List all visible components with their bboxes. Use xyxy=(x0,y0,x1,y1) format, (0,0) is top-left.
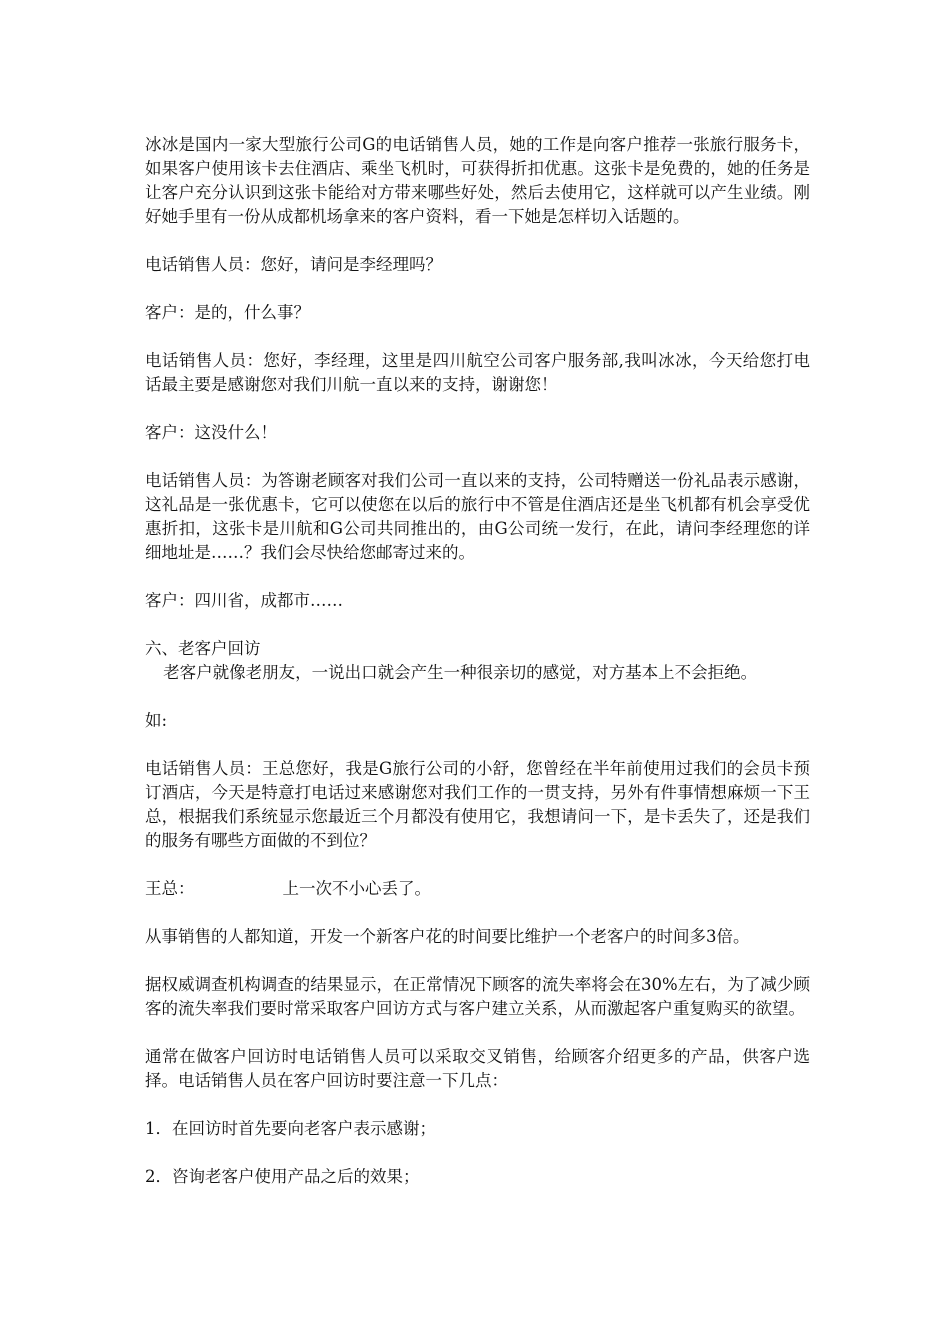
example-label: 如: xyxy=(145,711,168,730)
dialog-line: 客户：这没什么！ xyxy=(145,423,277,442)
document-body xyxy=(145,133,810,1213)
reply-text: 上一次不小心丢了。 xyxy=(282,879,431,898)
dialog-line: 电话销售人员：王总您好，我是G旅行公司的小舒，您曾经在半年前使用过我们的会员卡预订酒店，今天是特意打电话过来感谢您对我们工作的一贯支持，另外有件事情想麻烦一下王总，根据我们系统显示您最近三个月都没有使用它，我想请问一下，是卡丢失了，还是我们的服务有哪些方面做的不到位？ xyxy=(145,759,810,850)
list-item: 1．在回访时首先要向老客户表示感谢； xyxy=(145,1119,436,1138)
body-paragraph: 据权威调查机构调查的结果显示，在正常情况下顾客的流失率将会在30%左右，为了减少顾客的流失率我们要时常采取客户回访方式与客户建立关系，从而激起客户重复购买的欲望。 xyxy=(145,975,810,1018)
dialog-line: 客户：是的，什么事？ xyxy=(145,303,310,322)
list-item: 2．咨询老客户使用产品之后的效果； xyxy=(145,1167,420,1186)
dialog-line: 电话销售人员：为答谢老顾客对我们公司一直以来的支持，公司特赠送一份礼品表示感谢，这礼品是一张优惠卡，它可以使您在以后的旅行中不管是住酒店还是坐飞机都有机会享受优惠折扣，这张卡是川航和G公司共同推出的，由G公司统一发行，在此，请问李经理您的详细地址是……？我们会尽快给您邮寄过来的。 xyxy=(145,471,810,562)
body-paragraph: 通常在做客户回访时电话销售人员可以采取交叉销售，给顾客介绍更多的产品，供客户选择。电话销售人员在客户回访时要注意一下几点： xyxy=(145,1047,810,1090)
section-intro: 老客户就像老朋友，一说出口就会产生一种很亲切的感觉，对方基本上不会拒绝。 xyxy=(163,663,758,682)
body-paragraph: 从事销售的人都知道，开发一个新客户花的时间要比维护一个老客户的时间多3倍。 xyxy=(145,927,750,946)
dialog-line: 电话销售人员：您好，李经理，这里是四川航空公司客户服务部,我叫冰冰，今天给您打电话最主要是感谢您对我们川航一直以来的支持，谢谢您！ xyxy=(145,351,810,394)
section-heading: 六、老客户回访 xyxy=(145,639,261,658)
intro-paragraph: 冰冰是国内一家大型旅行公司G的电话销售人员，她的工作是向客户推荐一张旅行服务卡，如果客户使用该卡去住酒店、乘坐飞机时，可获得折扣优惠。这张卡是免费的，她的任务是让客户充分认识到这张卡能给对方带来哪些好处，然后去使用它，这样就可以产生业绩。刚好她手里有一份从成都机场拿来的客户资料，看一下她是怎样切入话题的。 xyxy=(145,135,810,226)
dialog-line: 电话销售人员：您好，请问是李经理吗？ xyxy=(145,255,442,274)
dialog-line-reply xyxy=(145,877,810,901)
dialog-line: 客户：四川省，成都市…… xyxy=(145,591,343,610)
speaker-label: 王总： xyxy=(145,879,195,898)
